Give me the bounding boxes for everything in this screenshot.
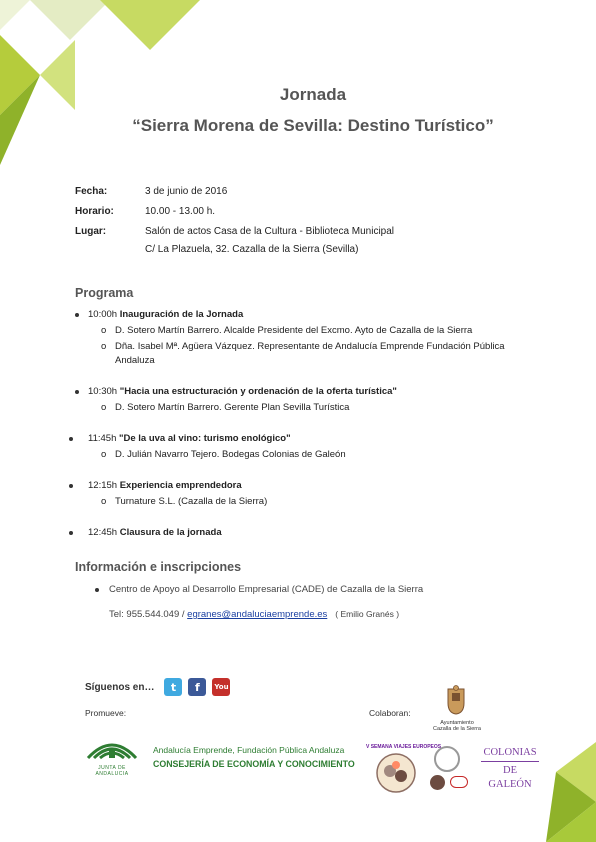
horario-row — [75, 205, 445, 219]
collaborator-logo — [450, 776, 468, 788]
fecha-value: 3 de junio de 2016 — [145, 186, 228, 197]
event-details — [75, 185, 445, 257]
programa-item — [69, 479, 545, 509]
info-item — [95, 583, 423, 597]
sub-item — [88, 401, 545, 415]
bullet-icon — [69, 437, 73, 441]
programa-title: Programa — [75, 286, 134, 300]
item-title: Experiencia emprendedora — [119, 480, 242, 491]
andalucia-emprende-text: Andalucía Emprende, Fundación Pública Andaluza — [153, 745, 345, 755]
info-block — [95, 583, 423, 622]
sub-item — [88, 340, 545, 368]
programa-list — [75, 308, 545, 557]
item-time: 12:45h — [88, 527, 120, 538]
semana-viajes-logo — [368, 745, 424, 793]
item-title: Inauguración de la Jornada — [119, 309, 244, 320]
consejeria-text: CONSEJERÍA DE ECONOMÍA Y CONOCIMIENTO — [153, 759, 355, 769]
programa-item — [75, 385, 545, 415]
colonias-line-2: DE GALEÓN — [488, 765, 532, 790]
colonias-line-1: COLONIAS — [481, 746, 539, 762]
circle-bullet-icon: o — [101, 402, 107, 413]
sub-item — [88, 324, 545, 338]
promueve-label: Promueve: — [85, 708, 127, 718]
programa-item — [75, 308, 545, 368]
lugar-row — [75, 225, 445, 239]
siguenos-label: Síguenos en… — [85, 681, 155, 693]
contact-line — [109, 607, 423, 622]
info-title: Información e inscripciones — [75, 560, 242, 574]
circle-bullet-icon: o — [101, 341, 107, 352]
title-line-1: Jornada — [279, 85, 347, 104]
fecha-label: Fecha: — [75, 186, 108, 197]
email-link[interactable]: egranes@andaluciaemprende.es — [187, 609, 328, 620]
contact-name: ( Emilio Granés ) — [335, 609, 400, 619]
youtube-icon[interactable]: You — [212, 678, 230, 696]
horario-label: Horario: — [75, 206, 114, 217]
twitter-icon[interactable]: t — [164, 678, 182, 696]
item-title: "De la uva al vino: turismo enológico" — [119, 433, 291, 444]
horario-value: 10.00 - 13.00 h. — [145, 206, 216, 217]
item-time: 10:00h — [88, 309, 120, 320]
ayuntamiento-shield-icon — [446, 685, 466, 715]
programa-item — [69, 526, 545, 540]
sub-item — [88, 448, 545, 462]
circle-bullet-icon: o — [101, 449, 107, 460]
title-block — [0, 84, 596, 137]
bullet-icon — [75, 313, 79, 317]
sub-item-text: D. Julián Navarro Tejero. Bodegas Colonias de Galeón — [115, 449, 346, 460]
circle-bullet-icon: o — [101, 496, 107, 507]
sub-item-text: Turnature S.L. (Cazalla de la Sierra) — [115, 496, 268, 507]
collaborator-logo — [430, 775, 445, 790]
collaborator-logo — [434, 746, 460, 772]
sub-item — [88, 495, 545, 509]
cade-center: Centro de Apoyo al Desarrollo Empresarial (CADE) de Cazalla de la Sierra — [109, 584, 424, 595]
semana-text: V SEMANA VIAJES EUROPEOS — [366, 744, 442, 750]
facebook-icon[interactable]: f — [188, 678, 206, 696]
bullet-icon — [69, 484, 73, 488]
social-bar — [85, 678, 230, 696]
lugar-label: Lugar: — [75, 226, 107, 237]
sub-item-text: D. Sotero Martín Barrero. Gerente Plan Sevilla Turística — [115, 402, 350, 413]
colonias-galeon-logo — [481, 746, 539, 792]
fecha-row — [75, 185, 445, 199]
lugar-address: C/ La Plazuela, 32. Cazalla de la Sierra (Sevilla) — [145, 244, 359, 255]
bullet-icon — [75, 390, 79, 394]
programa-item — [69, 432, 545, 462]
title-line-2: “Sierra Morena de Sevilla: Destino Turístico” — [132, 116, 494, 135]
item-title: "Hacia una estructuración y ordenación de la oferta turística" — [119, 386, 397, 397]
bullet-icon — [69, 531, 73, 535]
item-time: 11:45h — [88, 433, 119, 444]
colaboran-label: Colaboran: — [369, 708, 411, 718]
item-time: 12:15h — [88, 480, 120, 491]
circle-bullet-icon: o — [101, 325, 107, 336]
sub-item-text: Dña. Isabel Mª. Agüera Vázquez. Representante de Andalucía Emprende Fundación Pública Andaluza — [115, 341, 505, 366]
junta-caption: JUNTA DE ANDALUCIA — [95, 765, 129, 777]
ayuntamiento-caption: Ayuntamiento Cazalla de la Sierra — [433, 720, 481, 732]
item-title: Clausura de la jornada — [119, 527, 222, 538]
bullet-icon — [95, 588, 99, 592]
sub-item-text: D. Sotero Martín Barrero. Alcalde Presidente del Excmo. Ayto de Cazalla de la Sierra — [115, 325, 473, 336]
item-time: 10:30h — [88, 386, 120, 397]
lugar-value: Salón de actos Casa de la Cultura - Biblioteca Municipal — [145, 226, 395, 237]
contact-tel: Tel: 955.544.049 / — [109, 609, 188, 620]
